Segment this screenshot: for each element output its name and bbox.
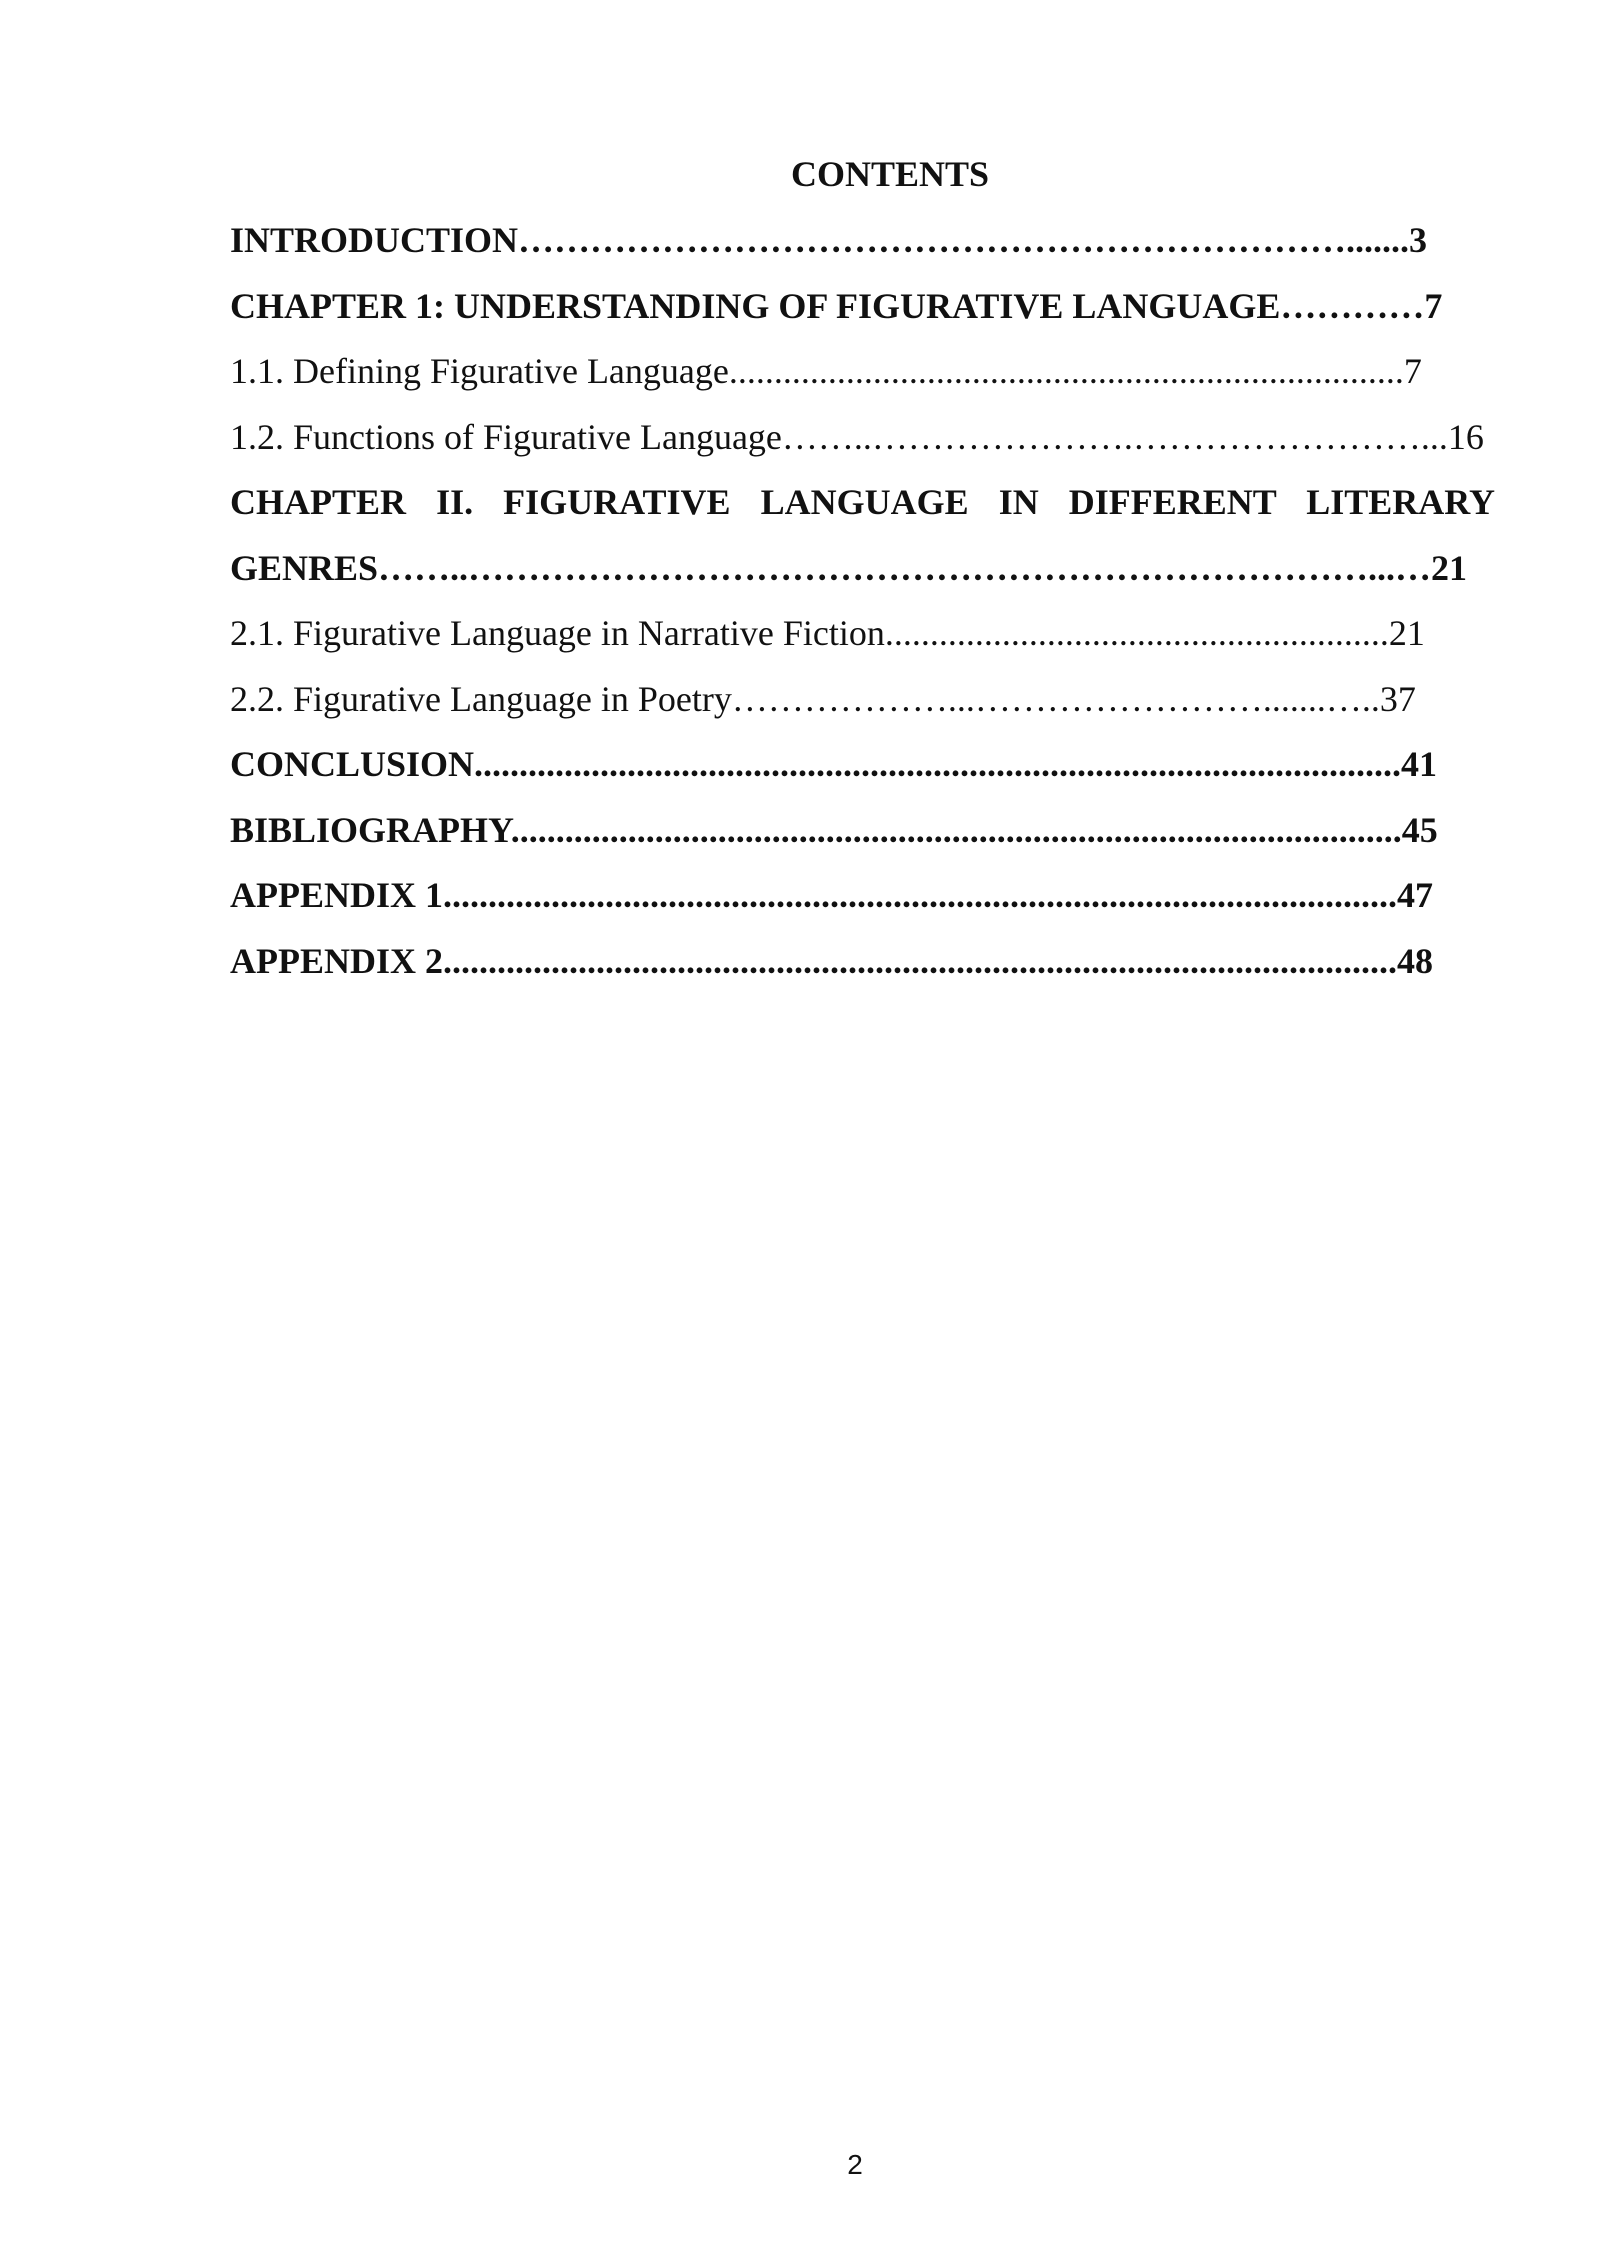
page-number: 2 bbox=[847, 2149, 863, 2180]
toc-entry-chapter-1[interactable]: CHAPTER 1: UNDERSTANDING OF FIGURATIVE LANGUAGE…………7 bbox=[230, 285, 1443, 326]
toc-entry-section-1-1[interactable]: 1.1. Defining Figurative Language...........................................................................7 bbox=[230, 351, 1422, 391]
toc-entry-section-2-1[interactable]: 2.1. Figurative Language in Narrative Fiction........................................................21 bbox=[230, 613, 1425, 653]
toc-entry-bibliography[interactable]: BIBLIOGRAPHY...................................................................................................45 bbox=[230, 809, 1438, 850]
toc-entry-introduction[interactable]: INTRODUCTION…………………………………………………………….......3 bbox=[230, 220, 1428, 260]
table-of-contents bbox=[230, 218, 1495, 1004]
toc-entry-appendix-1[interactable]: APPENDIX 1..........................................................................................................47 bbox=[230, 875, 1433, 915]
toc-entry-section-1-2[interactable]: 1.2. Functions of Figurative Language……..………………….……………………...16 bbox=[230, 416, 1484, 457]
toc-entry-chapter-2[interactable]: CHAPTER II. FIGURATIVE LANGUAGE IN DIFFERENT LITERARY bbox=[230, 482, 1495, 522]
toc-entry-appendix-2[interactable]: APPENDIX 2..........................................................................................................48 bbox=[230, 940, 1433, 981]
toc-entry-section-2-2[interactable]: 2.2. Figurative Language in Poetry………………...…………………….......…..37 bbox=[230, 678, 1416, 719]
page-title: CONTENTS bbox=[790, 154, 990, 194]
toc-entry-chapter-2-continued[interactable]: GENRES……..…………………………………………………………………...…21 bbox=[230, 547, 1468, 588]
toc-entry-conclusion[interactable]: CONCLUSION.......................................................................................................41 bbox=[230, 744, 1438, 784]
